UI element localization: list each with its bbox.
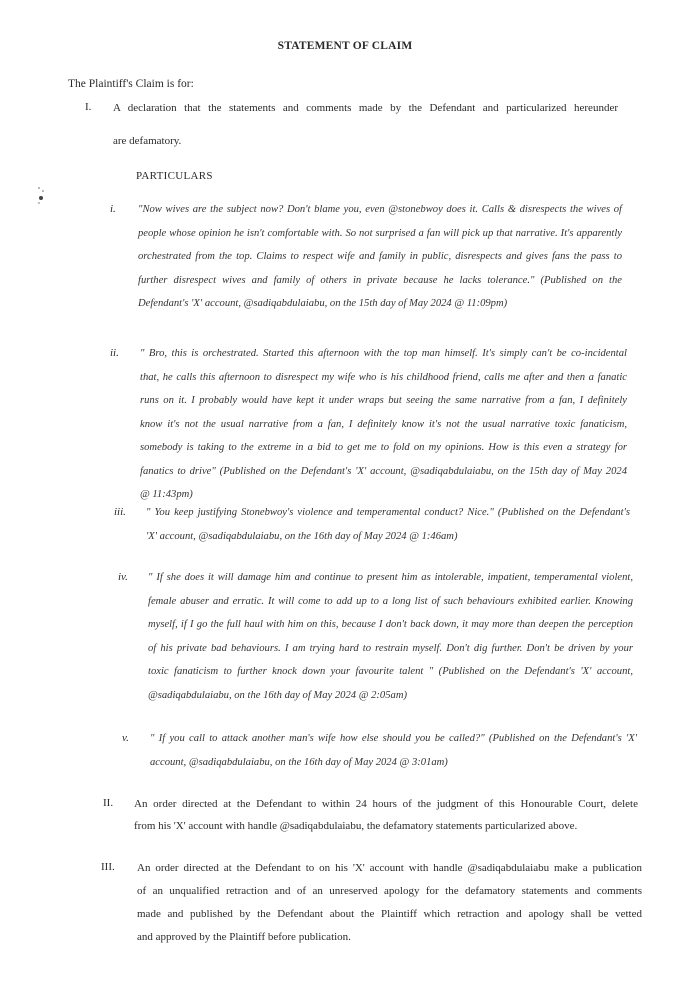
document-title: STATEMENT OF CLAIM xyxy=(277,40,413,52)
text-line: " You keep justifying Stonebwoy's violence and temperamental conduct? Nice." (Published on the Defendant's xyxy=(146,507,630,518)
particular-statement xyxy=(150,732,637,779)
particular-numeral: ii. xyxy=(110,347,119,359)
particular-numeral: i. xyxy=(110,203,116,215)
text-line: of his private bad behaviours. I am trying hard to restrain myself. Don't dig further. Don't be driven by your xyxy=(148,642,633,654)
particular-numeral: iii. xyxy=(114,506,126,518)
text-line: "Now wives are the subject now? Don't blame you, even @stonebwoy does it. Calls & disrespects the wives of xyxy=(138,204,622,215)
text-line: that, he calls this afternoon to disrespect my wife who is his childhood friend, calls me after and then a fanatic xyxy=(140,371,627,383)
text-line: toxic fanaticism to further knock down your favourite talent " (Published on the Defendant's 'X' account, xyxy=(148,666,633,677)
scan-speck-mark xyxy=(36,185,46,207)
text-line: An order directed at the Defendant to within 24 hours of the judgment of this Honourable Court, delete xyxy=(134,798,638,810)
text-line: A declaration that the statements and comments made by the Defendant and particularized hereunder xyxy=(113,102,618,114)
particular-statement xyxy=(148,571,633,712)
claim-item xyxy=(113,101,618,167)
text-line: somebody is taking to the extreme in a bid to get me to fold on my opinions. How is this even a strategy for xyxy=(140,442,627,453)
claim-numeral: II. xyxy=(103,797,114,809)
text-line: are defamatory. xyxy=(113,135,182,147)
text-line: " If you call to attack another man's wife how else should you be called?" (Published on the Defendant's 'X' xyxy=(150,733,637,744)
text-line: further disrespect wives and family of others in private because he lacks tolerance." (Published on the xyxy=(138,274,622,286)
particular-numeral: v. xyxy=(122,732,129,744)
claim-numeral: III. xyxy=(101,861,115,873)
text-line: account, @sadiqabdulaiabu, on the 16th day of May 2024 @ 3:01am) xyxy=(150,756,448,768)
text-line: An order directed at the Defendant to on his 'X' account with handle @sadiqabdulaiabu make a publication xyxy=(137,862,642,874)
text-line: of an unqualified retraction and of an unreserved apology for the defamatory statements and comments xyxy=(137,885,642,897)
text-line: from his 'X' account with handle @sadiqabdulaiabu, the defamatory statements particularized above. xyxy=(134,820,578,832)
text-line: made and published by the Defendant about the Plaintiff which retraction and apology shall be vetted xyxy=(137,908,642,920)
claim-item xyxy=(134,797,638,841)
particulars-heading: PARTICULARS xyxy=(136,170,213,182)
particular-numeral: iv. xyxy=(118,571,128,583)
text-line: people whose opinion he isn't comfortable with. So not surprised a fan will pick up that narrative. It's apparently xyxy=(138,227,622,239)
claim-numeral: I. xyxy=(85,101,92,113)
text-line: runs on it. I probably would have kept it under wraps but seeing the same narrative from a fan, I definitely xyxy=(140,395,627,406)
text-line: 'X' account, @sadiqabdulaiabu, on the 16th day of May 2024 @ 1:46am) xyxy=(146,530,458,542)
particular-statement xyxy=(140,347,627,512)
text-line: fanatics to drive" (Published on the Defendant's 'X' account, @sadiqabdulaiabu, on the 15th day of May 2024 xyxy=(140,465,627,477)
text-line: orchestrated from the top. Claims to respect wife and family in public, disrespects and gives fans the pass to xyxy=(138,251,622,262)
text-line: female abuser and erratic. It will come to add up to a long list of such behaviours exhibited earlier. Knowing xyxy=(148,595,633,607)
text-line: @ 11:43pm) xyxy=(140,489,193,500)
text-line: know it's not the usual narrative from a fan, I definitely know it's not the usual narrative toxic fanaticism, xyxy=(140,418,627,430)
text-line: myself, if I go the full haul with him on this, because I don't back down, it may more than deepen the perception xyxy=(148,619,633,630)
text-line: " If she does it will damage him and continue to present him as intolerable, impatient, temperamental violent, xyxy=(148,572,633,583)
text-line: @sadiqabdulaiabu, on the 16th day of May 2024 @ 2:05am) xyxy=(148,689,408,701)
claim-intro: The Plaintiff's Claim is for: xyxy=(68,78,194,90)
claim-item xyxy=(137,861,642,953)
text-line: " Bro, this is orchestrated. Started this afternoon with the top man himself. It's simply can't be co-incidental xyxy=(140,348,627,359)
text-line: and approved by the Plaintiff before publication. xyxy=(137,931,351,943)
text-line: Defendant's 'X' account, @sadiqabdulaiabu, on the 15th day of May 2024 @ 11:09pm) xyxy=(138,298,508,309)
particular-statement xyxy=(138,203,622,321)
particular-statement xyxy=(146,506,630,553)
